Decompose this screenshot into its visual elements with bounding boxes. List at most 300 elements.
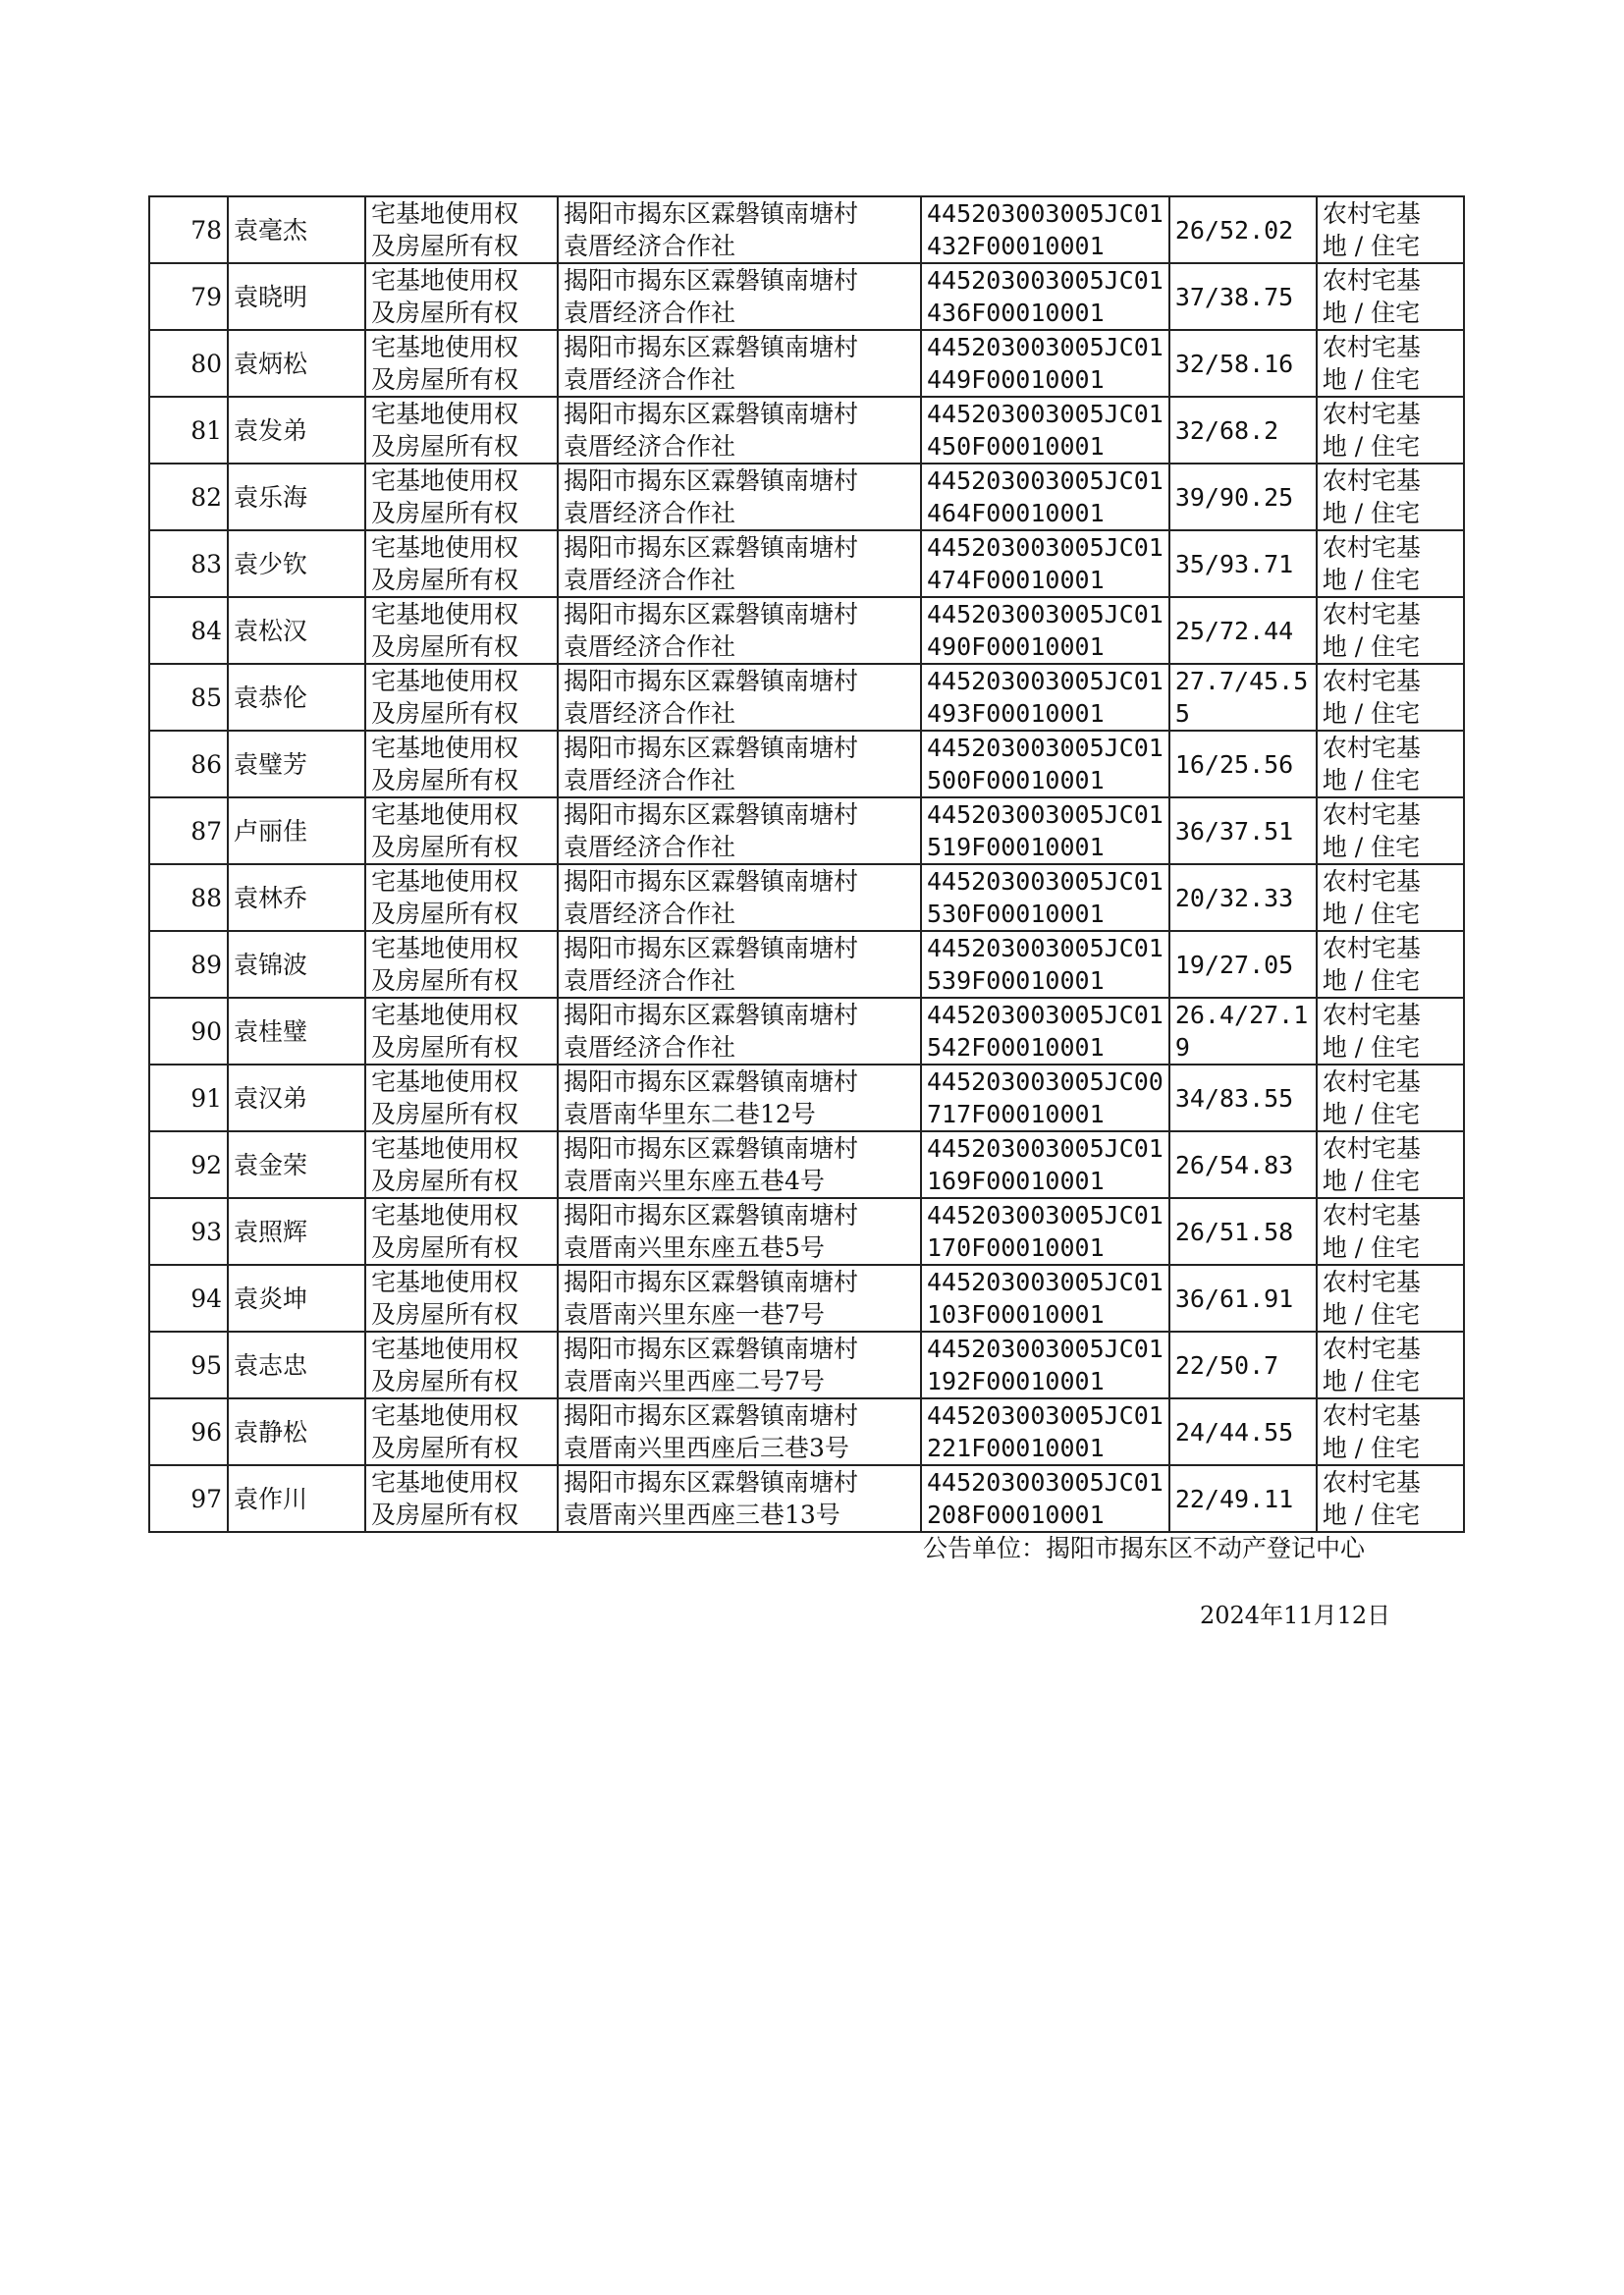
row-number: 83: [149, 530, 228, 597]
right-type-line: 宅基地使用权: [371, 1134, 519, 1163]
table-row: [149, 1265, 1464, 1332]
property-location-line: 揭阳市揭东区霖磐镇南塘村: [564, 1335, 859, 1363]
land-use-line: 农村宅基: [1322, 533, 1421, 562]
land-use-line: 农村宅基: [1322, 1201, 1421, 1229]
property-location-line: 袁厝南兴里西座后三巷3号: [564, 1434, 849, 1462]
property-location: [558, 530, 921, 597]
land-use-line: 农村宅基: [1322, 1401, 1421, 1430]
unit-number-line: 474F00010001: [927, 566, 1105, 594]
right-type: [365, 1131, 558, 1198]
land-use: [1317, 931, 1464, 998]
right-type-line: 及房屋所有权: [371, 1100, 519, 1128]
unit-number-line: 464F00010001: [927, 499, 1105, 527]
unit-number-line: 717F00010001: [927, 1100, 1105, 1128]
property-location: [558, 664, 921, 731]
row-number: 86: [149, 731, 228, 797]
right-type-line: 及房屋所有权: [371, 699, 519, 728]
property-location-line: 揭阳市揭东区霖磐镇南塘村: [564, 934, 859, 962]
right-type-line: 及房屋所有权: [371, 499, 519, 527]
owner-name: 袁松汉: [228, 597, 365, 664]
property-location-line: 袁厝经济合作社: [564, 900, 736, 928]
land-use: [1317, 1465, 1464, 1532]
right-type-line: 及房屋所有权: [371, 833, 519, 861]
area-value: 34/83.55: [1169, 1065, 1317, 1131]
right-type: [365, 797, 558, 864]
unit-number: [921, 397, 1169, 464]
land-use-line: 地 / 住宅: [1322, 299, 1421, 327]
land-use: [1317, 1198, 1464, 1265]
property-location: [558, 864, 921, 931]
unit-number-line: 445203003005JC01: [927, 734, 1164, 762]
right-type: [365, 1465, 558, 1532]
area-value: 39/90.25: [1169, 464, 1317, 530]
right-type-line: 宅基地使用权: [371, 800, 519, 829]
property-location-line: 揭阳市揭东区霖磐镇南塘村: [564, 400, 859, 428]
area-value: 36/37.51: [1169, 797, 1317, 864]
unit-number-line: 445203003005JC01: [927, 1335, 1164, 1363]
property-location: [558, 1332, 921, 1398]
land-use-line: 地 / 住宅: [1322, 1501, 1421, 1529]
right-type-line: 宅基地使用权: [371, 1001, 519, 1029]
area-value: 19/27.05: [1169, 931, 1317, 998]
unit-number-line: 445203003005JC01: [927, 199, 1164, 228]
land-use-line: 农村宅基: [1322, 867, 1421, 896]
land-use-line: 地 / 住宅: [1322, 1033, 1421, 1062]
table-row: [149, 1065, 1464, 1131]
right-type: [365, 1198, 558, 1265]
right-type-line: 及房屋所有权: [371, 1367, 519, 1395]
land-use-line: 地 / 住宅: [1322, 833, 1421, 861]
owner-name: 袁汉弟: [228, 1065, 365, 1131]
row-number: 79: [149, 263, 228, 330]
right-type-line: 宅基地使用权: [371, 734, 519, 762]
area-value: 32/58.16: [1169, 330, 1317, 397]
land-use: [1317, 397, 1464, 464]
unit-number-line: 519F00010001: [927, 833, 1105, 861]
land-use: [1317, 1065, 1464, 1131]
row-number: 85: [149, 664, 228, 731]
land-use: [1317, 464, 1464, 530]
unit-number-line: 445203003005JC01: [927, 1401, 1164, 1430]
land-use-line: 农村宅基: [1322, 734, 1421, 762]
unit-number-line: 445203003005JC01: [927, 600, 1164, 628]
row-number: 93: [149, 1198, 228, 1265]
area-value: 16/25.56: [1169, 731, 1317, 797]
land-use-line: 地 / 住宅: [1322, 632, 1421, 661]
property-location-line: 揭阳市揭东区霖磐镇南塘村: [564, 1067, 859, 1096]
property-location: [558, 196, 921, 263]
land-use-line: 地 / 住宅: [1322, 499, 1421, 527]
property-location-line: 揭阳市揭东区霖磐镇南塘村: [564, 533, 859, 562]
property-location-line: 揭阳市揭东区霖磐镇南塘村: [564, 1001, 859, 1029]
land-use-line: 农村宅基: [1322, 400, 1421, 428]
property-location: [558, 330, 921, 397]
row-number: 95: [149, 1332, 228, 1398]
row-number: 84: [149, 597, 228, 664]
row-number: 97: [149, 1465, 228, 1532]
property-location: [558, 1131, 921, 1198]
right-type: [365, 196, 558, 263]
owner-name: 袁晓明: [228, 263, 365, 330]
row-number: 96: [149, 1398, 228, 1465]
property-location: [558, 931, 921, 998]
right-type-line: 宅基地使用权: [371, 1201, 519, 1229]
table-row: [149, 464, 1464, 530]
unit-number: [921, 263, 1169, 330]
right-type-line: 宅基地使用权: [371, 1268, 519, 1296]
row-number: 92: [149, 1131, 228, 1198]
land-use-line: 农村宅基: [1322, 1134, 1421, 1163]
property-location-line: 袁厝经济合作社: [564, 232, 736, 260]
unit-number-line: 445203003005JC01: [927, 867, 1164, 896]
right-type: [365, 263, 558, 330]
property-location-line: 袁厝经济合作社: [564, 632, 736, 661]
unit-number-line: 490F00010001: [927, 632, 1105, 661]
owner-name: 袁作川: [228, 1465, 365, 1532]
right-type-line: 宅基地使用权: [371, 266, 519, 295]
property-location-line: 袁厝经济合作社: [564, 432, 736, 461]
row-number: 80: [149, 330, 228, 397]
right-type-line: 及房屋所有权: [371, 299, 519, 327]
property-location-line: 揭阳市揭东区霖磐镇南塘村: [564, 1134, 859, 1163]
table-row: [149, 864, 1464, 931]
land-use-line: 地 / 住宅: [1322, 766, 1421, 794]
owner-name: 袁桂璧: [228, 998, 365, 1065]
land-use: [1317, 1265, 1464, 1332]
area-value: 32/68.2: [1169, 397, 1317, 464]
right-type-line: 宅基地使用权: [371, 934, 519, 962]
right-type-line: 及房屋所有权: [371, 432, 519, 461]
table-row: [149, 1465, 1464, 1532]
right-type-line: 宅基地使用权: [371, 1401, 519, 1430]
land-use-line: 农村宅基: [1322, 1268, 1421, 1296]
right-type-line: 宅基地使用权: [371, 400, 519, 428]
right-type: [365, 464, 558, 530]
right-type-line: 宅基地使用权: [371, 1067, 519, 1096]
table-row: [149, 397, 1464, 464]
owner-name: 袁少钦: [228, 530, 365, 597]
land-use-line: 农村宅基: [1322, 600, 1421, 628]
property-location-line: 袁厝经济合作社: [564, 966, 736, 995]
right-type-line: 宅基地使用权: [371, 867, 519, 896]
unit-number-line: 208F00010001: [927, 1501, 1105, 1529]
right-type-line: 及房屋所有权: [371, 232, 519, 260]
right-type-line: 及房屋所有权: [371, 1501, 519, 1529]
property-location-line: 袁厝经济合作社: [564, 766, 736, 794]
area-value: 20/32.33: [1169, 864, 1317, 931]
property-location-line: 揭阳市揭东区霖磐镇南塘村: [564, 1401, 859, 1430]
unit-number-line: 445203003005JC01: [927, 1201, 1164, 1229]
unit-number-line: 445203003005JC01: [927, 266, 1164, 295]
land-use-line: 农村宅基: [1322, 1067, 1421, 1096]
registration-table: [148, 195, 1465, 1533]
property-location: [558, 1398, 921, 1465]
table-row: [149, 797, 1464, 864]
unit-number: [921, 1198, 1169, 1265]
row-number: 82: [149, 464, 228, 530]
land-use-line: 地 / 住宅: [1322, 900, 1421, 928]
row-number: 78: [149, 196, 228, 263]
announcing-unit: 公告单位：揭阳市揭东区不动产登记中心: [923, 1534, 1366, 1562]
row-number: 89: [149, 931, 228, 998]
area-value: 26/52.02: [1169, 196, 1317, 263]
land-use: [1317, 597, 1464, 664]
property-location-line: 袁厝经济合作社: [564, 299, 736, 327]
area-value: 24/44.55: [1169, 1398, 1317, 1465]
property-location: [558, 1265, 921, 1332]
land-use-line: 农村宅基: [1322, 1335, 1421, 1363]
land-use-line: 农村宅基: [1322, 667, 1421, 695]
unit-number-line: 445203003005JC01: [927, 1268, 1164, 1296]
right-type: [365, 1065, 558, 1131]
right-type-line: 及房屋所有权: [371, 1233, 519, 1262]
land-use-line: 地 / 住宅: [1322, 699, 1421, 728]
unit-number: [921, 1131, 1169, 1198]
unit-number-line: 449F00010001: [927, 365, 1105, 394]
property-location-line: 袁厝南兴里东座五巷4号: [564, 1167, 825, 1195]
right-type-line: 宅基地使用权: [371, 466, 519, 495]
unit-number-line: 530F00010001: [927, 900, 1105, 928]
unit-number-line: 445203003005JC01: [927, 667, 1164, 695]
land-use-line: 地 / 住宅: [1322, 1367, 1421, 1395]
right-type-line: 及房屋所有权: [371, 1434, 519, 1462]
property-location-line: 袁厝南兴里东座五巷5号: [564, 1233, 825, 1262]
unit-number-line: 445203003005JC01: [927, 1468, 1164, 1497]
unit-number-line: 221F00010001: [927, 1434, 1105, 1462]
property-location: [558, 1465, 921, 1532]
unit-number: [921, 664, 1169, 731]
area-value: 27.7/45.55: [1169, 664, 1317, 731]
land-use: [1317, 998, 1464, 1065]
unit-number: [921, 196, 1169, 263]
unit-number: [921, 464, 1169, 530]
table-row: [149, 530, 1464, 597]
area-value: 26.4/27.19: [1169, 998, 1317, 1065]
land-use: [1317, 664, 1464, 731]
unit-number-line: 539F00010001: [927, 966, 1105, 995]
owner-name: 袁志忠: [228, 1332, 365, 1398]
right-type-line: 及房屋所有权: [371, 1300, 519, 1329]
right-type-line: 及房屋所有权: [371, 1167, 519, 1195]
row-number: 90: [149, 998, 228, 1065]
unit-number-line: 445203003005JC01: [927, 800, 1164, 829]
owner-name: 袁恭伦: [228, 664, 365, 731]
property-location-line: 袁厝经济合作社: [564, 833, 736, 861]
table-row: [149, 664, 1464, 731]
row-number: 94: [149, 1265, 228, 1332]
unit-number: [921, 1265, 1169, 1332]
right-type-line: 宅基地使用权: [371, 1468, 519, 1497]
property-location: [558, 1065, 921, 1131]
right-type: [365, 597, 558, 664]
unit-number-line: 445203003005JC00: [927, 1067, 1164, 1096]
land-use-line: 地 / 住宅: [1322, 432, 1421, 461]
land-use: [1317, 864, 1464, 931]
table-row: [149, 998, 1464, 1065]
area-value: 22/50.7: [1169, 1332, 1317, 1398]
table-row: [149, 931, 1464, 998]
row-number: 87: [149, 797, 228, 864]
property-location-line: 袁厝南兴里西座二号7号: [564, 1367, 825, 1395]
unit-number-line: 170F00010001: [927, 1233, 1105, 1262]
right-type: [365, 1398, 558, 1465]
property-location-line: 揭阳市揭东区霖磐镇南塘村: [564, 466, 859, 495]
land-use-line: 地 / 住宅: [1322, 566, 1421, 594]
right-type-line: 及房屋所有权: [371, 566, 519, 594]
right-type-line: 及房屋所有权: [371, 365, 519, 394]
unit-number-line: 445203003005JC01: [927, 533, 1164, 562]
land-use-line: 地 / 住宅: [1322, 1434, 1421, 1462]
property-location-line: 袁厝南华里东二巷12号: [564, 1100, 816, 1128]
unit-number: [921, 1332, 1169, 1398]
land-use-line: 农村宅基: [1322, 934, 1421, 962]
unit-number-line: 432F00010001: [927, 232, 1105, 260]
area-value: 37/38.75: [1169, 263, 1317, 330]
unit-number-line: 450F00010001: [927, 432, 1105, 461]
property-location-line: 揭阳市揭东区霖磐镇南塘村: [564, 333, 859, 361]
table-row: [149, 196, 1464, 263]
land-use-line: 农村宅基: [1322, 1001, 1421, 1029]
unit-number-line: 445203003005JC01: [927, 1001, 1164, 1029]
announcement-date: 2024年11月12日: [1200, 1602, 1391, 1629]
table-row: [149, 263, 1464, 330]
property-location: [558, 1198, 921, 1265]
land-use: [1317, 1398, 1464, 1465]
unit-number-line: 445203003005JC01: [927, 333, 1164, 361]
property-location: [558, 797, 921, 864]
area-value: 26/51.58: [1169, 1198, 1317, 1265]
right-type: [365, 330, 558, 397]
right-type-line: 及房屋所有权: [371, 766, 519, 794]
unit-number-line: 445203003005JC01: [927, 466, 1164, 495]
property-location: [558, 998, 921, 1065]
right-type: [365, 1332, 558, 1398]
right-type-line: 宅基地使用权: [371, 333, 519, 361]
land-use: [1317, 1332, 1464, 1398]
land-use: [1317, 731, 1464, 797]
right-type-line: 及房屋所有权: [371, 1033, 519, 1062]
property-location-line: 揭阳市揭东区霖磐镇南塘村: [564, 1468, 859, 1497]
property-location-line: 袁厝经济合作社: [564, 365, 736, 394]
right-type-line: 及房屋所有权: [371, 966, 519, 995]
land-use: [1317, 196, 1464, 263]
table-row: [149, 1198, 1464, 1265]
land-use: [1317, 797, 1464, 864]
land-use-line: 农村宅基: [1322, 333, 1421, 361]
land-use: [1317, 263, 1464, 330]
right-type: [365, 530, 558, 597]
property-location: [558, 731, 921, 797]
property-location-line: 袁厝南兴里西座三巷13号: [564, 1501, 840, 1529]
unit-number-line: 445203003005JC01: [927, 400, 1164, 428]
unit-number-line: 493F00010001: [927, 699, 1105, 728]
right-type-line: 宅基地使用权: [371, 533, 519, 562]
land-use-line: 地 / 住宅: [1322, 1167, 1421, 1195]
unit-number-line: 500F00010001: [927, 766, 1105, 794]
property-location-line: 袁厝经济合作社: [564, 499, 736, 527]
land-use-line: 农村宅基: [1322, 199, 1421, 228]
land-use-line: 地 / 住宅: [1322, 1300, 1421, 1329]
property-location-line: 袁厝经济合作社: [564, 699, 736, 728]
land-use-line: 地 / 住宅: [1322, 1233, 1421, 1262]
property-location: [558, 397, 921, 464]
land-use-line: 农村宅基: [1322, 266, 1421, 295]
unit-number: [921, 731, 1169, 797]
property-location-line: 揭阳市揭东区霖磐镇南塘村: [564, 734, 859, 762]
property-location-line: 揭阳市揭东区霖磐镇南塘村: [564, 199, 859, 228]
right-type-line: 宅基地使用权: [371, 667, 519, 695]
row-number: 81: [149, 397, 228, 464]
right-type: [365, 931, 558, 998]
property-location-line: 揭阳市揭东区霖磐镇南塘村: [564, 266, 859, 295]
unit-number-line: 445203003005JC01: [927, 1134, 1164, 1163]
row-number: 91: [149, 1065, 228, 1131]
owner-name: 袁炳松: [228, 330, 365, 397]
property-location-line: 袁厝南兴里东座一巷7号: [564, 1300, 825, 1329]
right-type-line: 宅基地使用权: [371, 600, 519, 628]
unit-number-line: 445203003005JC01: [927, 934, 1164, 962]
owner-name: 卢丽佳: [228, 797, 365, 864]
table-row: [149, 597, 1464, 664]
property-location: [558, 464, 921, 530]
land-use-line: 地 / 住宅: [1322, 365, 1421, 394]
land-use-line: 地 / 住宅: [1322, 1100, 1421, 1128]
owner-name: 袁发弟: [228, 397, 365, 464]
unit-number-line: 103F00010001: [927, 1300, 1105, 1329]
unit-number-line: 169F00010001: [927, 1167, 1105, 1195]
right-type-line: 及房屋所有权: [371, 900, 519, 928]
table-row: [149, 1398, 1464, 1465]
land-use-line: 农村宅基: [1322, 800, 1421, 829]
unit-number: [921, 864, 1169, 931]
area-value: 36/61.91: [1169, 1265, 1317, 1332]
land-use: [1317, 1131, 1464, 1198]
right-type-line: 及房屋所有权: [371, 632, 519, 661]
owner-name: 袁乐海: [228, 464, 365, 530]
right-type: [365, 1265, 558, 1332]
land-use-line: 农村宅基: [1322, 1468, 1421, 1497]
area-value: 25/72.44: [1169, 597, 1317, 664]
property-location-line: 揭阳市揭东区霖磐镇南塘村: [564, 1268, 859, 1296]
unit-number: [921, 1465, 1169, 1532]
table-row: [149, 1332, 1464, 1398]
area-value: 35/93.71: [1169, 530, 1317, 597]
land-use-line: 地 / 住宅: [1322, 966, 1421, 995]
unit-number-line: 192F00010001: [927, 1367, 1105, 1395]
owner-name: 袁锦波: [228, 931, 365, 998]
property-location: [558, 597, 921, 664]
unit-number: [921, 330, 1169, 397]
unit-number: [921, 530, 1169, 597]
unit-number-line: 542F00010001: [927, 1033, 1105, 1062]
property-location-line: 揭阳市揭东区霖磐镇南塘村: [564, 1201, 859, 1229]
owner-name: 袁炎坤: [228, 1265, 365, 1332]
owner-name: 袁金荣: [228, 1131, 365, 1198]
area-value: 22/49.11: [1169, 1465, 1317, 1532]
right-type: [365, 731, 558, 797]
property-location-line: 袁厝经济合作社: [564, 1033, 736, 1062]
table-row: [149, 330, 1464, 397]
right-type-line: 宅基地使用权: [371, 1335, 519, 1363]
owner-name: 袁照辉: [228, 1198, 365, 1265]
property-location-line: 揭阳市揭东区霖磐镇南塘村: [564, 667, 859, 695]
unit-number: [921, 998, 1169, 1065]
right-type: [365, 864, 558, 931]
unit-number: [921, 597, 1169, 664]
right-type: [365, 664, 558, 731]
unit-number: [921, 1065, 1169, 1131]
land-use: [1317, 530, 1464, 597]
